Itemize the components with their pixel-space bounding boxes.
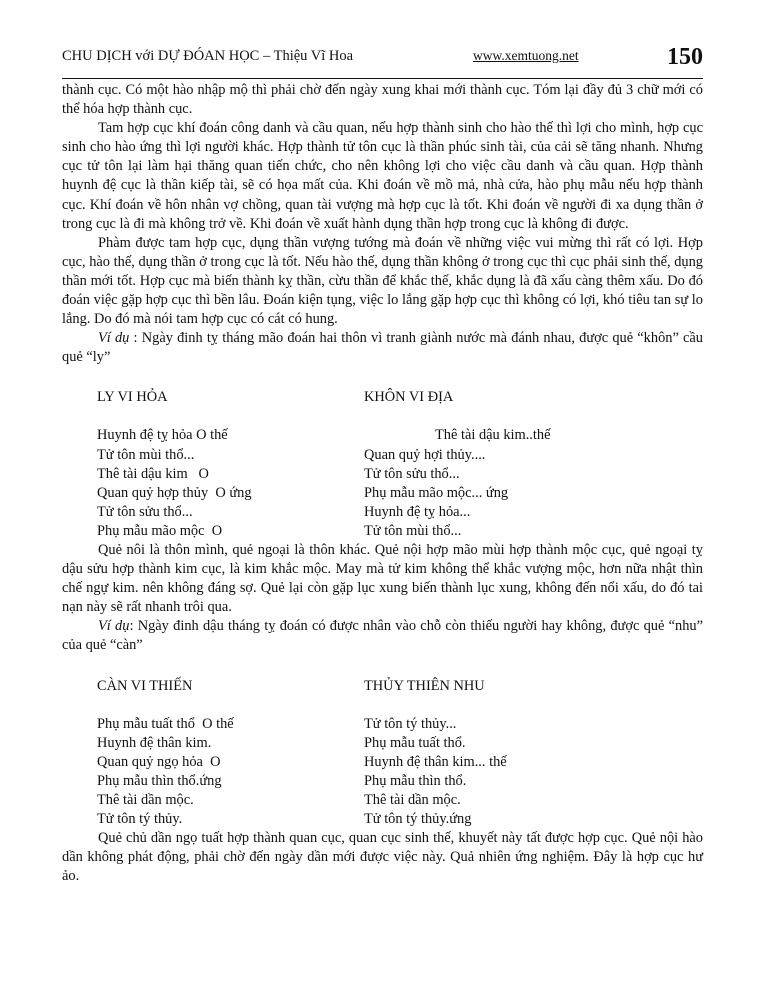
line-right: Thê tài dậu kim..thế <box>435 427 551 444</box>
commentary: Quẻ chủ dần ngọ tuất hợp thành quan cục, quan cục sinh thế, khuyết này tất được hợp cục. Quẻ nội hào dần không phát động, phải chờ đến ngày dần mới được việc này. Quả nhiên ứng nghiệm. Đây là hợp cục hư ảo. <box>62 830 703 885</box>
website-link[interactable]: www.xemtuong.net <box>473 48 579 63</box>
line-right: Huynh đệ thân kim... thế <box>364 753 507 770</box>
line-left: Tử tôn tý thủy. <box>97 811 183 827</box>
line-right: Tử tôn sửu thổ... <box>364 465 460 482</box>
hexagram-line <box>62 465 703 484</box>
line-left: Quan quỷ ngọ hỏa O <box>97 753 221 770</box>
line-right: Huynh đệ tỵ hỏa... <box>364 503 471 520</box>
hexagram-line <box>62 446 703 465</box>
commentary: Quẻ nôi là thôn mình, quẻ ngoại là thôn khác. Quẻ nội hợp mão mùi hợp thành mộc cục, quẻ ngoại tỵ dậu sửu hợp thành kim cục, là kim khắc mộc. May mà tử kim không thể khắc vượng mộc, hơn nữa nhật thìn chế ngự kim. nên không đáng sợ. Quẻ lại còn gặp lục xung biến thành lục xung, không đến nổi xấu, do đó tai nạn này sẽ rất nhanh trôi qua. <box>62 541 703 616</box>
hexagram-line <box>62 810 703 829</box>
example-intro <box>62 617 703 655</box>
line-right: Phụ mẫu mão mộc... ứng <box>364 484 509 501</box>
example-text: : Ngày đinh tỵ tháng mão đoán hai thôn vì tranh giành nước mà đánh nhau, được quẻ “khôn” cầu quẻ “ly” <box>62 330 704 366</box>
line-right: Phụ mẫu tuất thổ. <box>364 734 466 751</box>
hexagram-lines <box>62 715 703 830</box>
line-left: Tử tôn mùi thổ... <box>97 446 195 463</box>
line-left: Quan quỷ hợp thủy O ứng <box>97 484 252 501</box>
line-right: Quan quỷ hợi thủy.... <box>364 446 486 463</box>
hexagram-line <box>62 753 703 772</box>
hexagram-line <box>62 791 703 810</box>
hexagram-line <box>62 503 703 522</box>
paragraph: Tam hợp cục khí đoán công danh và cầu quan, nếu hợp thành sinh cho hào thế thì lợi cho mình, hợp cục sinh cho hào ứng thì lợi người khác. Hợp thành tử tôn cục là thần phúc sinh tài, của cải sẽ tăng nhanh. Nhưng cục tử tôn lại làm hại thăng quan tiến chức, cho nên không lợi cho việc cầu danh và cầu quan. Hợp thành huynh đệ cục là thần kiếp tài, sẽ có họa mất của. Khi đoán về mồ mả, nhà cửa, hào phụ mẫu nếu hợp thành cục. Khí đoán về hôn nhân vợ chồng, quan tài vượng mà hợp cục là tốt. Khi đoán về người đi xa dụng thần ở trong cục là đi mà không trở về. Khi đoán về xuất hành dụng thần hợp trong cục là không đi được. <box>62 120 703 232</box>
line-left: Phụ mẫu mão mộc O <box>97 522 223 539</box>
hexagram-headings <box>62 677 703 696</box>
line-left: Phụ mẫu tuất thổ O thế <box>97 715 234 732</box>
hexagram-table-2 <box>62 677 703 830</box>
paragraph: Phàm được tam hợp cục, dụng thần vượng tướng mà đoán về những việc vui mừng thì rất có lợi. Hợp cục, hào thế, dụng thần ở trong cục là tốt. Nếu hào thế, dụng thần không ở trong cục thì cục phải sinh thế, dụng thần mới tốt. Hợp cục mà biến thành kỵ thần, cừu thần để khắc thế, khắc dụng là đã xấu càng thêm xấu. Do đó đoán việc gặp hợp cục thì bền lâu. Đoán kiện tụng, việc lo lắng gặp hợp cục thì không có lợi, khó tiêu tan sự lo lắng. Do đó mà nói tam hợp cục có cát có hung. <box>62 234 703 328</box>
line-right: Phụ mẫu thìn thổ. <box>364 772 467 789</box>
book-title: CHU DỊCH với DỰ ĐÓAN HỌC – Thiệu Vĩ Hoa <box>62 48 354 64</box>
hexagram-line <box>62 426 703 445</box>
hexagram-title-left: LY VI HỎA <box>97 389 168 406</box>
example-intro <box>62 329 703 367</box>
example-label: Ví dụ <box>98 330 130 347</box>
hexagram-line <box>62 715 703 734</box>
line-left: Huynh đệ thân kim. <box>97 734 212 751</box>
line-left: Huynh đệ tỵ hỏa O thế <box>97 427 228 444</box>
hexagram-table-1 <box>62 388 703 541</box>
example-text: : Ngày đinh dậu tháng tỵ đoán có được nhân vào chỗ còn thiếu người hay không, được quẻ “nhu” của quẻ “càn” <box>62 618 704 654</box>
page-header <box>62 44 703 79</box>
line-right: Tử tôn mùi thổ... <box>364 522 462 539</box>
hexagram-title-right: THỦY THIÊN NHU <box>364 677 485 694</box>
line-right: Tử tôn tý thủy.ứng <box>364 811 472 827</box>
line-right: Tử tôn tý thủy... <box>364 715 457 732</box>
hexagram-line <box>62 734 703 753</box>
hexagram-line <box>62 484 703 503</box>
hexagram-title-right: KHÔN VI ĐỊA <box>364 389 454 406</box>
line-left: Thê tài dậu kim O <box>97 465 209 482</box>
line-right: Thê tài dần mộc. <box>364 791 461 808</box>
paragraph: thành cục. Có một hào nhập mộ thì phải chờ đến ngày xung khai mới thành cục. Tóm lại đầy đủ 3 chữ mới có thể hóa hợp thành cục. <box>62 82 703 118</box>
line-left: Thê tài dần mộc. <box>97 791 194 808</box>
hexagram-title-left: CÀN VI THIẾN <box>97 677 193 694</box>
hexagram-lines <box>62 426 703 541</box>
hexagram-line <box>62 772 703 791</box>
page-body <box>62 81 703 886</box>
example-label: Ví dụ <box>98 618 130 635</box>
line-left: Tử tôn sửu thổ... <box>97 503 193 520</box>
hexagram-headings <box>62 388 703 407</box>
line-left: Phụ mẫu thìn thổ.ứng <box>97 772 222 789</box>
hexagram-line <box>62 522 703 541</box>
page-number: 150 <box>667 44 703 70</box>
